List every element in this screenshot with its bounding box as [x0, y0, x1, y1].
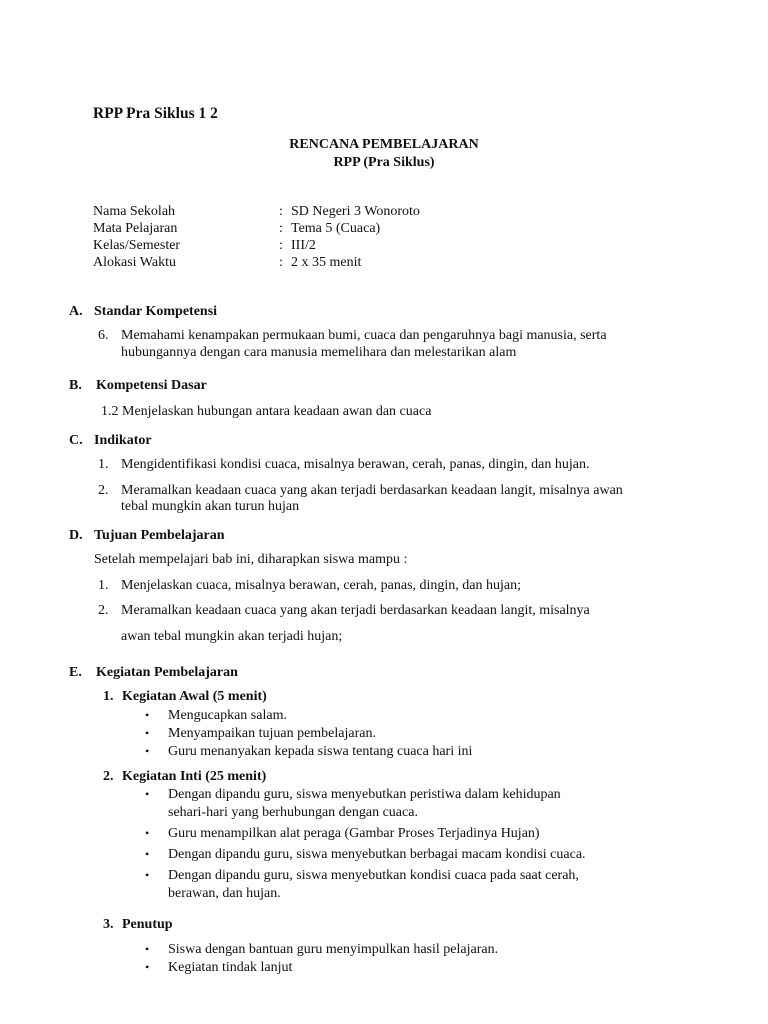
- section-title: Indikator: [94, 433, 152, 448]
- section-letter: B.: [69, 378, 82, 393]
- list-item-text: Memahami kenampakan permukaan bumi, cuaca dan pengaruhnya bagi manusia, serta: [121, 328, 607, 343]
- list-number: 6.: [98, 328, 109, 343]
- identity-value: III/2: [291, 238, 316, 253]
- identity-colon: :: [279, 221, 283, 236]
- list-item-text: Meramalkan keadaan cuaca yang akan terjadi berdasarkan keadaan langit, misalnya: [121, 603, 590, 618]
- identity-value: 2 x 35 menit: [291, 255, 362, 270]
- subsection-number: 3.: [103, 917, 114, 932]
- bullet-icon: •: [145, 744, 150, 758]
- list-number: 2.: [98, 603, 109, 618]
- section-title: Kegiatan Pembelajaran: [96, 665, 238, 680]
- section-text: 1.2 Menjelaskan hubungan antara keadaan awan dan cuaca: [101, 404, 432, 419]
- bullet-text: Dengan dipandu guru, siswa menyebutkan kondisi cuaca pada saat cerah,: [168, 868, 579, 883]
- bullet-text: Menyampaikan tujuan pembelajaran.: [168, 726, 376, 741]
- list-number: 1.: [98, 457, 109, 472]
- identity-value: Tema 5 (Cuaca): [291, 221, 381, 236]
- bullet-text: Dengan dipandu guru, siswa menyebutkan peristiwa dalam kehidupan: [168, 787, 561, 802]
- section-title: Standar Kompetensi: [94, 304, 218, 319]
- subsection-number: 1.: [103, 689, 114, 704]
- list-item-text: Mengidentifikasi kondisi cuaca, misalnya berawan, cerah, panas, dingin, dan hujan.: [121, 457, 590, 472]
- list-item-text: hubungannya dengan cara manusia memelihara dan melestarikan alam: [121, 345, 517, 360]
- document-title: RPP Pra Siklus 1 2: [93, 105, 218, 122]
- identity-label: Kelas/Semester: [93, 238, 181, 253]
- section-letter: C.: [69, 433, 83, 448]
- identity-colon: :: [279, 255, 283, 270]
- bullet-text: Guru menanyakan kepada siswa tentang cuaca hari ini: [168, 744, 473, 759]
- bullet-icon: •: [145, 708, 150, 722]
- identity-label: Nama Sekolah: [93, 204, 176, 219]
- section-letter: D.: [69, 528, 83, 543]
- main-heading: RENCANA PEMBELAJARAN: [289, 137, 479, 152]
- identity-value: SD Negeri 3 Wonoroto: [291, 204, 420, 219]
- list-item-text: Meramalkan keadaan cuaca yang akan terjadi berdasarkan keadaan langit, misalnya awan: [121, 483, 623, 498]
- identity-label: Alokasi Waktu: [93, 255, 176, 270]
- subsection-title: Kegiatan Inti (25 menit): [122, 769, 267, 784]
- sub-heading: RPP (Pra Siklus): [333, 155, 435, 170]
- identity-colon: :: [279, 204, 283, 219]
- section-letter: A.: [69, 304, 83, 319]
- bullet-icon: •: [145, 868, 150, 882]
- bullet-icon: •: [145, 787, 150, 801]
- section-intro: Setelah mempelajari bab ini, diharapkan siswa mampu :: [94, 552, 408, 567]
- identity-label: Mata Pelajaran: [93, 221, 178, 236]
- bullet-text: Mengucapkan salam.: [168, 708, 287, 723]
- subsection-title: Kegiatan Awal (5 menit): [122, 689, 267, 704]
- bullet-text: sehari-hari yang berhubungan dengan cuaca.: [168, 805, 418, 820]
- bullet-icon: •: [145, 826, 150, 840]
- section-letter: E.: [69, 665, 82, 680]
- section-title: Tujuan Pembelajaran: [94, 528, 225, 543]
- bullet-text: Dengan dipandu guru, siswa menyebutkan berbagai macam kondisi cuaca.: [168, 847, 586, 862]
- bullet-text: berawan, dan hujan.: [168, 886, 281, 901]
- bullet-text: Siswa dengan bantuan guru menyimpulkan hasil pelajaran.: [168, 942, 499, 957]
- bullet-icon: •: [145, 847, 150, 861]
- subsection-number: 2.: [103, 769, 114, 784]
- subsection-title: Penutup: [122, 917, 173, 932]
- list-number: 2.: [98, 483, 109, 498]
- bullet-icon: •: [145, 960, 150, 974]
- list-number: 1.: [98, 578, 109, 593]
- list-item-text: Menjelaskan cuaca, misalnya berawan, cerah, panas, dingin, dan hujan;: [121, 578, 522, 593]
- list-item-text: tebal mungkin akan turun hujan: [121, 499, 300, 514]
- list-item-text: awan tebal mungkin akan terjadi hujan;: [121, 629, 343, 644]
- identity-colon: :: [279, 238, 283, 253]
- bullet-text: Guru menampilkan alat peraga (Gambar Proses Terjadinya Hujan): [168, 826, 540, 841]
- section-title: Kompetensi Dasar: [96, 378, 207, 393]
- bullet-icon: •: [145, 942, 150, 956]
- bullet-text: Kegiatan tindak lanjut: [168, 960, 293, 975]
- bullet-icon: •: [145, 726, 150, 740]
